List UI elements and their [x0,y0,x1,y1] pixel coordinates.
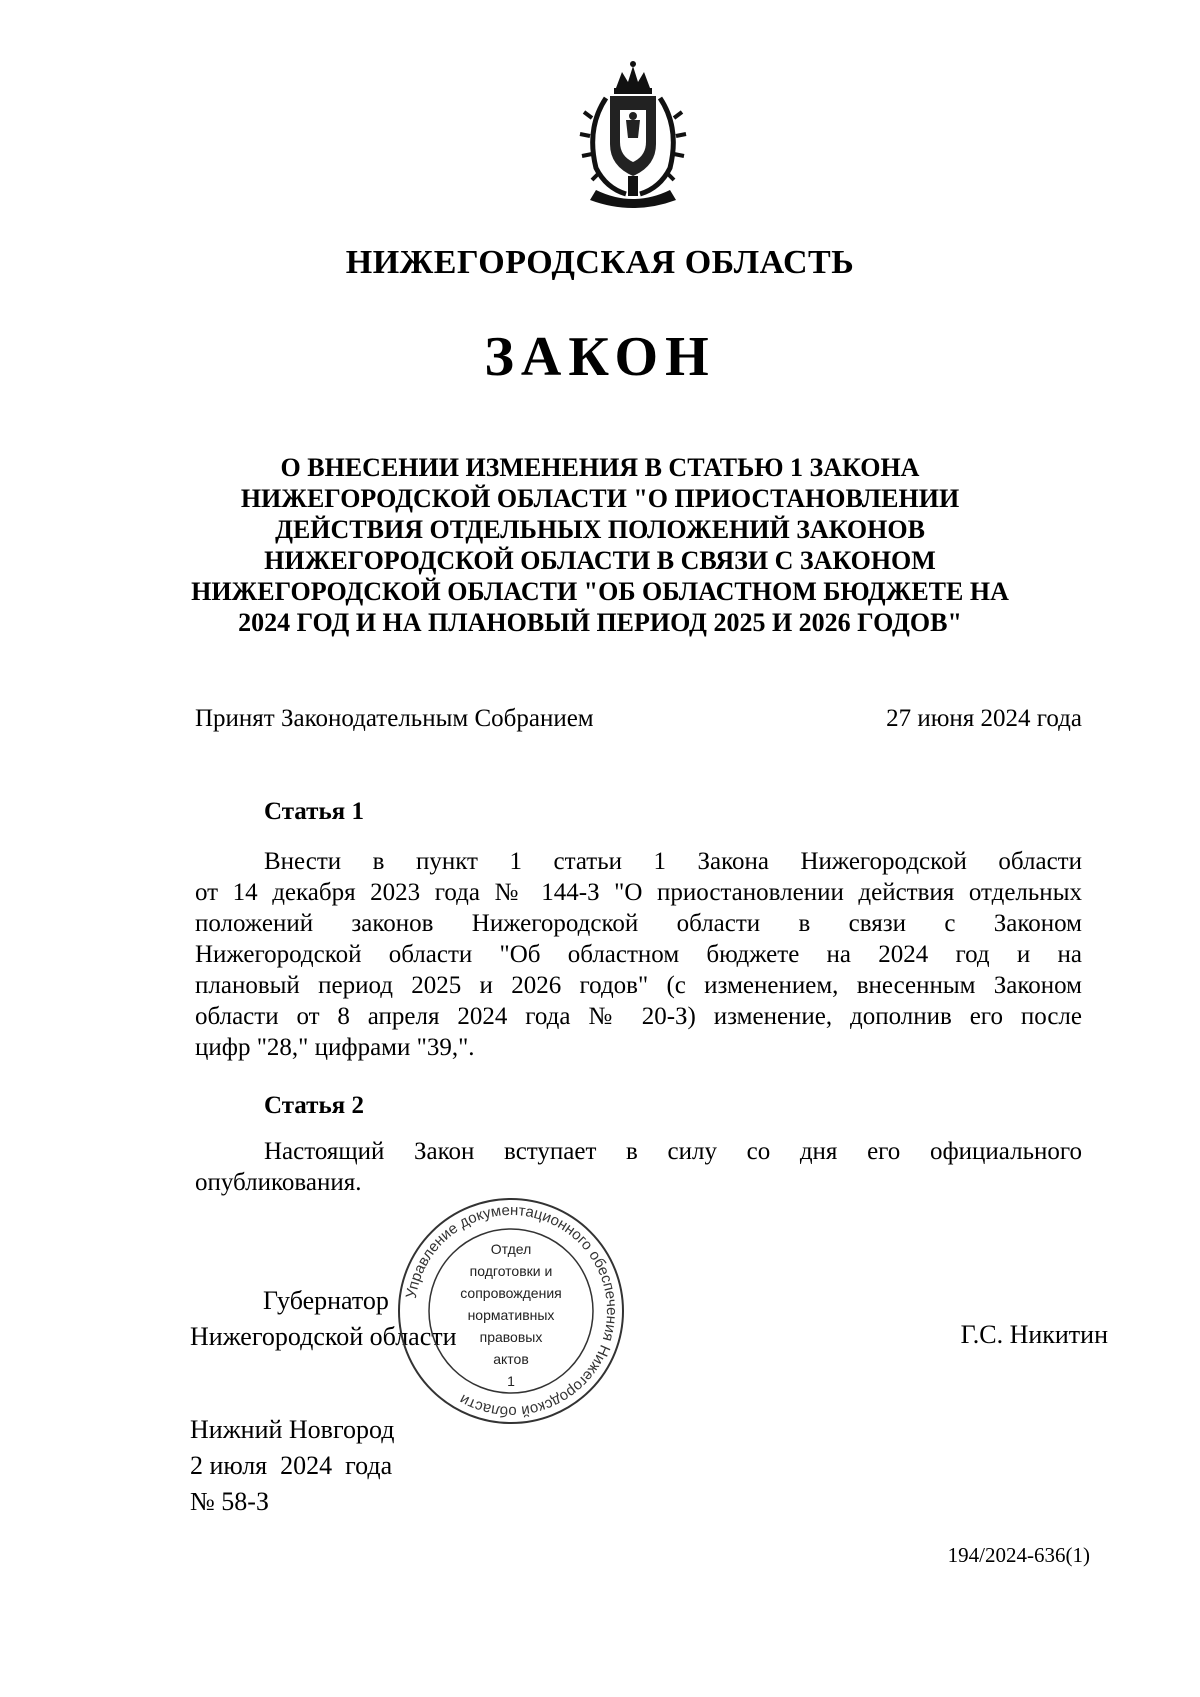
stamp-line: Отдел [490,1241,532,1257]
stamp-line: подготовки и [469,1263,553,1279]
signatory-position-line1: Губернатор [263,1286,389,1315]
article-1-line: плановый период 2025 и 2026 годов" (с изменением, внесенным Законом [195,972,1082,999]
registration-number: 194/2024-636(1) [947,1543,1090,1567]
article-2-line: опубликования. [195,1169,362,1196]
law-title-line: 2024 ГОД И НА ПЛАНОВЫЙ ПЕРИОД 2025 И 2026 ГОДОВ" [238,608,962,637]
article-2-heading: Статья 2 [264,1092,364,1119]
stamp-line: 1 [507,1373,515,1389]
law-number: № 58-З [190,1487,269,1516]
article-1-line: положений законов Нижегородской области в связи с Законом [195,910,1082,937]
law-title [160,452,1040,638]
place-city: Нижний Новгород [190,1415,395,1444]
signatory-name: Г.С. Никитин [960,1320,1108,1349]
law-title-line: О ВНЕСЕНИИ ИЗМЕНЕНИЯ В СТАТЬЮ 1 ЗАКОНА [280,453,920,482]
document-type: ЗАКОН [484,326,716,388]
article-2-text [195,1136,1082,1198]
article-1-line: от 14 декабря 2023 года № 144-З "О приостановлении действия отдельных [195,879,1082,906]
article-1-line: Нижегородской области "Об областном бюджете на 2024 год и на [195,941,1082,968]
signatory-position-line2: Нижегородской области [190,1322,457,1351]
article-1-line: области от 8 апреля 2024 года № 20-З) изменение, дополнив его после [195,1003,1082,1030]
article-2-line: Настоящий Закон вступает в силу со дня его официального [264,1138,1082,1165]
stamp-line: правовых [479,1329,543,1345]
stamp-center-text [430,1238,592,1392]
signing-date: 2 июля 2024 года [190,1451,393,1480]
article-1-heading: Статья 1 [264,798,364,825]
adoption-label: Принят Законодательным Собранием [195,705,594,732]
law-title-line: НИЖЕГОРОДСКОЙ ОБЛАСТИ "ОБ ОБЛАСТНОМ БЮДЖЕТЕ НА [191,577,1009,606]
article-1-line: Внести в пункт 1 статьи 1 Закона Нижегородской области [264,848,1082,875]
law-title-line: НИЖЕГОРОДСКОЙ ОБЛАСТИ В СВЯЗИ С ЗАКОНОМ [264,546,936,575]
coat-of-arms-icon [566,58,700,210]
stamp-line: сопровождения [460,1285,562,1301]
adoption-date: 27 июня 2024 года [886,705,1082,732]
stamp-ring-text: Управление документационного обеспечения Нижегородской области [402,1201,621,1421]
stamp-line: актов [493,1351,529,1367]
law-title-line: НИЖЕГОРОДСКОЙ ОБЛАСТИ "О ПРИОСТАНОВЛЕНИИ [240,484,960,513]
adoption-line [195,705,1082,733]
article-1-line: цифр "28," цифрами "39,". [195,1034,475,1061]
article-1-text [195,846,1082,1063]
stamp-line: нормативных [467,1307,555,1323]
law-title-line: ДЕЙСТВИЯ ОТДЕЛЬНЫХ ПОЛОЖЕНИЙ ЗАКОНОВ [275,515,925,544]
region-name: НИЖЕГОРОДСКАЯ ОБЛАСТЬ [345,244,855,281]
